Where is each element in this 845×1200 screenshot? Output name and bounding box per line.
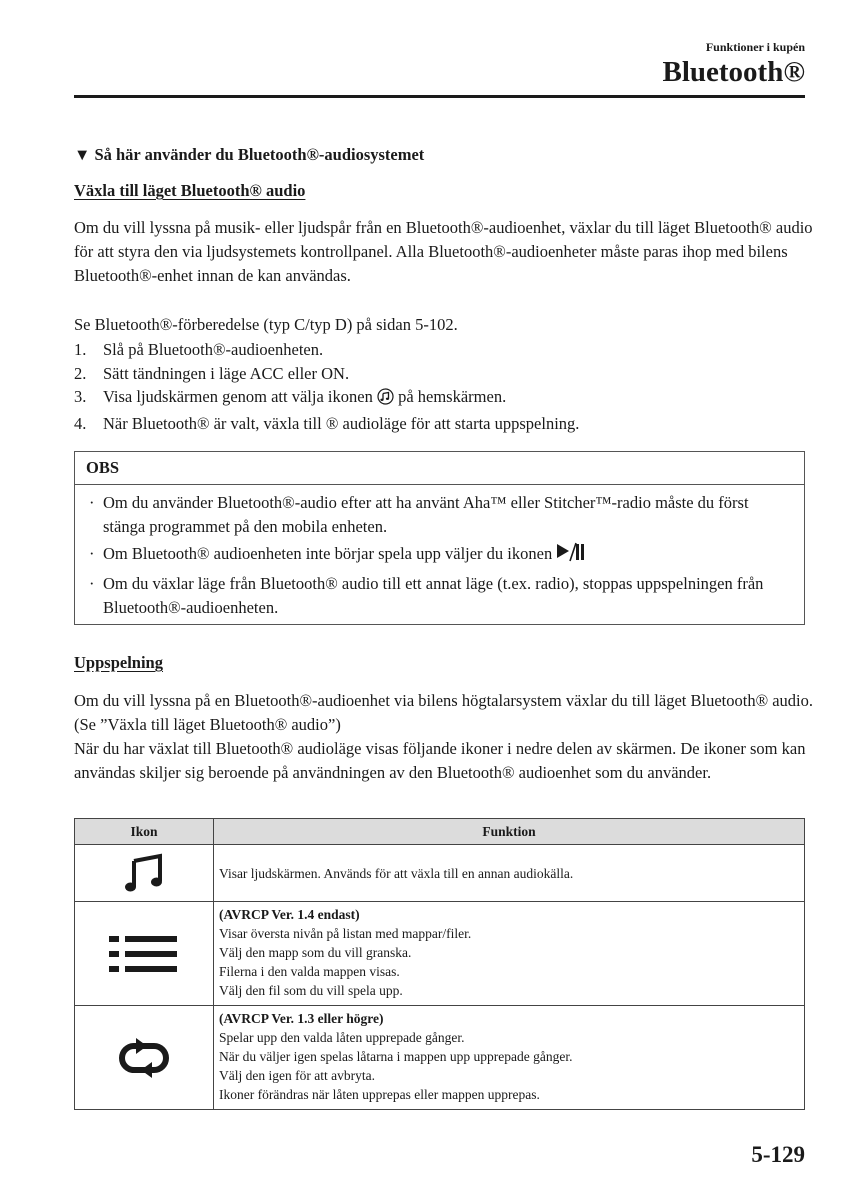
switch-mode-intro: Om du vill lyssna på musik- eller ljudspår från en Bluetooth®-audioenhet, växlar du till läget Bluetooth® audio för att styra den via ljudsystemets kontrollpanel. Alla Bluetooth®-audioenheter måste paras ihop med bilens Bluetooth®-enhet innan de kan användas. (74, 218, 813, 285)
step-text: på hemskärmen. (398, 387, 507, 407)
section-title: ▼ Så här använder du Bluetooth®-audiosystemet (74, 145, 425, 164)
bullet: · (89, 544, 95, 563)
obs-item (75, 491, 804, 539)
function-line: Spelar upp den valda låten upprepade gånger. (219, 1030, 465, 1045)
table-header-row (75, 819, 805, 845)
function-line: Visar ljudskärmen. Används för att växla till en annan audiokälla. (219, 865, 574, 881)
obs-title: OBS (75, 452, 804, 485)
play-pause-icon (556, 542, 586, 569)
running-header-title: Bluetooth® (662, 56, 805, 88)
icon-cell (75, 902, 214, 1006)
music-note-icon (75, 851, 213, 895)
step-number: 4. (74, 413, 87, 433)
audio-note-icon (377, 388, 394, 412)
function-line: Välj den mapp som du vill granska. (219, 945, 412, 960)
step-number: 2. (74, 363, 87, 383)
function-line: Ikoner förändras när låten upprepas eller mappen upprepas. (219, 1087, 540, 1102)
step-item (74, 385, 814, 412)
obs-list (75, 485, 804, 620)
icon-cell (75, 845, 214, 902)
step-number: 1. (74, 340, 87, 359)
subheading-playback: Uppspelning (74, 653, 163, 672)
function-line: Visar översta nivån på listan med mappar/filer. (219, 926, 472, 941)
function-cell (214, 902, 805, 1006)
function-title: (AVRCP Ver. 1.3 eller högre) (219, 1011, 384, 1026)
step-text: När Bluetooth® är valt, växla till ® audioläge för att starta uppspelning. (103, 413, 580, 433)
obs-item (75, 542, 804, 569)
column-header-function: Funktion (214, 819, 805, 845)
steps-list (74, 338, 814, 435)
column-header-icon: Ikon (75, 819, 214, 845)
function-line: Välj den igen för att avbryta. (219, 1068, 375, 1083)
function-line: När du väljer igen spelas låtarna i mappen upp upprepade gånger. (219, 1049, 573, 1064)
step-item (74, 412, 814, 436)
bullet: · (89, 493, 95, 512)
table-row (75, 1006, 805, 1110)
running-header-section: Funktioner i kupén (705, 40, 805, 54)
repeat-icon (75, 1038, 213, 1078)
icon-function-table (74, 818, 805, 1110)
step-text: Sätt tändningen i läge ACC eller ON. (103, 363, 350, 383)
step-item (74, 362, 814, 386)
function-line: Filerna i den valda mappen visas. (219, 964, 400, 979)
see-reference: Se Bluetooth®-förberedelse (typ C/typ D) på sidan 5-102. (74, 315, 458, 334)
obs-item (75, 572, 804, 620)
step-number: 3. (74, 387, 87, 407)
icon-cell (75, 1006, 214, 1110)
obs-item-text: Om du växlar läge från Bluetooth® audio till ett annat läge (t.ex. radio), stoppas uppspelningen från Bluetooth®-audioenheten. (103, 574, 764, 617)
function-line: Välj den fil som du vill spela upp. (219, 983, 403, 998)
bullet: · (89, 574, 95, 593)
subheading-switch-mode: Växla till läget Bluetooth® audio (74, 181, 306, 200)
function-cell (214, 845, 805, 902)
page-number: 5-129 (751, 1142, 805, 1167)
function-title: (AVRCP Ver. 1.4 endast) (219, 907, 360, 922)
step-text: Slå på Bluetooth®-audioenheten. (103, 340, 324, 359)
header-rule (74, 95, 805, 98)
obs-item-text: Om du använder Bluetooth®-audio efter att ha använt Aha™ eller Stitcher™-radio måste du först stänga programmet på den mobila enheten. (103, 493, 749, 536)
step-text: Visa ljudskärmen genom att välja ikonen (103, 387, 373, 407)
obs-note-box (74, 451, 805, 625)
playback-paragraph: Om du vill lyssna på en Bluetooth®-audioenhet via bilens högtalarsystem växlar du till läget Bluetooth® audio. (Se ”Växla till läget Bluetooth® audio”) (74, 691, 814, 734)
table-row (75, 845, 805, 902)
list-icon (75, 932, 213, 976)
function-cell (214, 1006, 805, 1110)
obs-item-text: Om Bluetooth® audioenheten inte börjar spela upp väljer du ikonen (103, 544, 553, 563)
playback-paragraph: När du har växlat till Bluetooth® audioläge visas följande ikoner i nedre delen av skärmen. De ikoner som kan användas skiljer sig beroende på användningen av den Bluetooth® audioenhet som du använder. (74, 739, 806, 782)
step-item (74, 338, 814, 362)
table-row (75, 902, 805, 1006)
